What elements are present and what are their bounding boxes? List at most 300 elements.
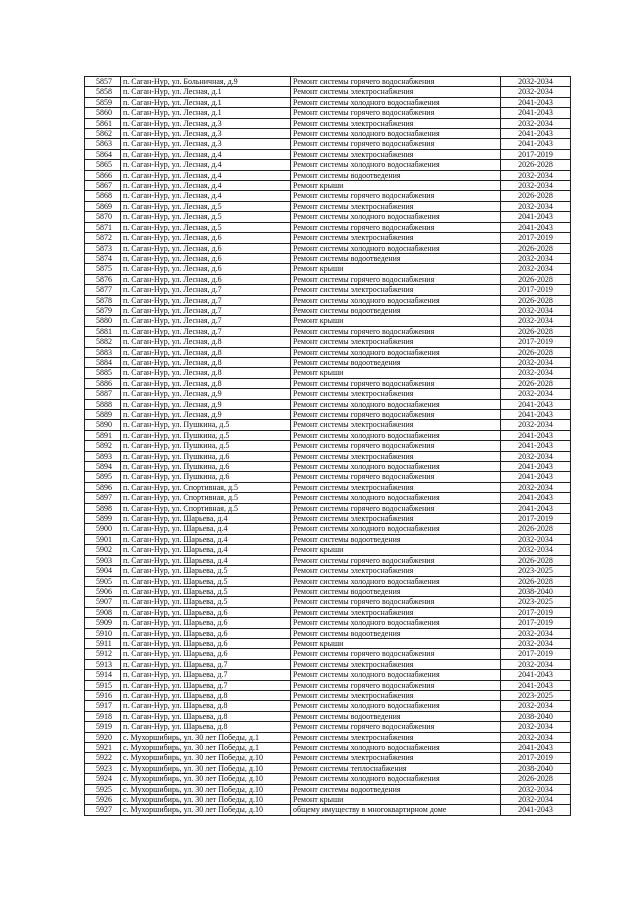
table-row [85, 680, 571, 690]
table-row [85, 212, 571, 222]
address-cell: с. Мухоршибирь, ул. 30 лет Победы, д.10 [121, 774, 291, 784]
period-cell: 2041-2043 [501, 441, 571, 451]
row-number-cell: 5891 [85, 430, 121, 440]
row-number-cell: 5923 [85, 763, 121, 773]
table-row [85, 670, 571, 680]
table-row [85, 795, 571, 805]
address-cell: п. Саган-Нур, ул. Лесная, д.8 [121, 347, 291, 357]
row-number-cell: 5903 [85, 555, 121, 565]
table-row [85, 545, 571, 555]
period-cell: 2032-2034 [501, 77, 571, 87]
work-type-cell: Ремонт системы водоотведения [291, 305, 501, 315]
work-type-cell: Ремонт системы горячего водоснабжения [291, 649, 501, 659]
work-type-cell: Ремонт системы горячего водоснабжения [291, 191, 501, 201]
table-row [85, 129, 571, 139]
table-row [85, 555, 571, 565]
address-cell: п. Саган-Нур, ул. Шарьева, д.7 [121, 670, 291, 680]
table-body [85, 77, 571, 816]
work-type-cell: Ремонт системы водоотведения [291, 170, 501, 180]
address-cell: п. Саган-Нур, ул. Лесная, д.4 [121, 181, 291, 191]
table-row [85, 108, 571, 118]
period-cell: 2023-2025 [501, 597, 571, 607]
address-cell: п. Саган-Нур, ул. Лесная, д.8 [121, 337, 291, 347]
period-cell: 2026-2028 [501, 160, 571, 170]
row-number-cell: 5860 [85, 108, 121, 118]
row-number-cell: 5917 [85, 701, 121, 711]
work-type-cell: Ремонт крыши [291, 545, 501, 555]
address-cell: п. Саган-Нур, ул. Шарьева, д.6 [121, 607, 291, 617]
row-number-cell: 5863 [85, 139, 121, 149]
table-row [85, 389, 571, 399]
address-cell: п. Саган-Нур, ул. Шарьева, д.6 [121, 618, 291, 628]
address-cell: п. Саган-Нур, ул. Спортивная, д.5 [121, 493, 291, 503]
work-type-cell: Ремонт системы горячего водоснабжения [291, 503, 501, 513]
period-cell: 2041-2043 [501, 222, 571, 232]
period-cell: 2041-2043 [501, 805, 571, 815]
row-number-cell: 5924 [85, 774, 121, 784]
address-cell: п. Саган-Нур, ул. Шарьева, д.7 [121, 680, 291, 690]
table-row [85, 659, 571, 669]
row-number-cell: 5910 [85, 628, 121, 638]
table-row [85, 618, 571, 628]
work-type-cell: Ремонт системы электроснабжения [291, 149, 501, 159]
row-number-cell: 5884 [85, 357, 121, 367]
work-type-cell: Ремонт системы холодного водоснабжения [291, 295, 501, 305]
period-cell: 2032-2034 [501, 201, 571, 211]
work-type-cell: Ремонт системы электроснабжения [291, 420, 501, 430]
address-cell: п. Саган-Нур, ул. Лесная, д.7 [121, 326, 291, 336]
table-row [85, 534, 571, 544]
address-cell: с. Мухоршибирь, ул. 30 лет Победы, д.1 [121, 743, 291, 753]
work-type-cell: Ремонт системы водоотведения [291, 253, 501, 263]
table-row [85, 243, 571, 253]
period-cell: 2032-2034 [501, 732, 571, 742]
table-row [85, 181, 571, 191]
table-row [85, 149, 571, 159]
work-type-cell: Ремонт системы горячего водоснабжения [291, 597, 501, 607]
period-cell: 2032-2034 [501, 87, 571, 97]
table-row [85, 285, 571, 295]
period-cell: 2041-2043 [501, 670, 571, 680]
work-type-cell: Ремонт системы холодного водоснабжения [291, 701, 501, 711]
work-type-cell: Ремонт системы водоотведения [291, 586, 501, 596]
address-cell: п. Саган-Нур, ул. Пушкина, д.6 [121, 472, 291, 482]
address-cell: п. Саган-Нур, ул. Шарьева, д.7 [121, 659, 291, 669]
table-row [85, 701, 571, 711]
work-type-cell: Ремонт системы горячего водоснабжения [291, 680, 501, 690]
work-type-cell: Ремонт системы холодного водоснабжения [291, 576, 501, 586]
work-type-cell: Ремонт системы электроснабжения [291, 753, 501, 763]
work-type-cell: Ремонт крыши [291, 368, 501, 378]
address-cell: п. Саган-Нур, ул. Шарьева, д.4 [121, 514, 291, 524]
row-number-cell: 5889 [85, 410, 121, 420]
period-cell: 2032-2034 [501, 482, 571, 492]
address-cell: п. Саган-Нур, ул. Лесная, д.7 [121, 295, 291, 305]
period-cell: 2032-2034 [501, 357, 571, 367]
period-cell: 2041-2043 [501, 503, 571, 513]
address-cell: п. Саган-Нур, ул. Спортивная, д.5 [121, 482, 291, 492]
row-number-cell: 5921 [85, 743, 121, 753]
table-row [85, 451, 571, 461]
work-type-cell: Ремонт системы электроснабжения [291, 118, 501, 128]
work-type-cell: Ремонт системы электроснабжения [291, 690, 501, 700]
row-number-cell: 5859 [85, 97, 121, 107]
work-type-cell: Ремонт системы холодного водоснабжения [291, 743, 501, 753]
row-number-cell: 5876 [85, 274, 121, 284]
row-number-cell: 5909 [85, 618, 121, 628]
row-number-cell: 5858 [85, 87, 121, 97]
table-row [85, 482, 571, 492]
table-row [85, 399, 571, 409]
address-cell: п. Саган-Нур, ул. Лесная, д.7 [121, 285, 291, 295]
work-type-cell: Ремонт системы водоотведения [291, 628, 501, 638]
work-type-cell: Ремонт системы холодного водоснабжения [291, 129, 501, 139]
row-number-cell: 5912 [85, 649, 121, 659]
work-type-cell: Ремонт крыши [291, 638, 501, 648]
table-row [85, 711, 571, 721]
address-cell: с. Мухоршибирь, ул. 30 лет Победы, д.10 [121, 784, 291, 794]
row-number-cell: 5904 [85, 566, 121, 576]
address-cell: п. Саган-Нур, ул. Шарьева, д.6 [121, 628, 291, 638]
address-cell: п. Саган-Нур, ул. Шарьева, д.8 [121, 722, 291, 732]
period-cell: 2017-2019 [501, 514, 571, 524]
work-type-cell: Ремонт системы горячего водоснабжения [291, 722, 501, 732]
period-cell: 2041-2043 [501, 97, 571, 107]
row-number-cell: 5873 [85, 243, 121, 253]
row-number-cell: 5871 [85, 222, 121, 232]
address-cell: п. Саган-Нур, ул. Шарьева, д.5 [121, 576, 291, 586]
period-cell: 2041-2043 [501, 399, 571, 409]
row-number-cell: 5916 [85, 690, 121, 700]
address-cell: п. Саган-Нур, ул. Лесная, д.3 [121, 139, 291, 149]
address-cell: п. Саган-Нур, ул. Лесная, д.5 [121, 201, 291, 211]
work-type-cell: Ремонт системы холодного водоснабжения [291, 462, 501, 472]
address-cell: п. Саган-Нур, ул. Лесная, д.4 [121, 191, 291, 201]
period-cell: 2032-2034 [501, 534, 571, 544]
row-number-cell: 5862 [85, 129, 121, 139]
table-row [85, 753, 571, 763]
row-number-cell: 5869 [85, 201, 121, 211]
period-cell: 2026-2028 [501, 576, 571, 586]
period-cell: 2023-2025 [501, 566, 571, 576]
address-cell: п. Саган-Нур, ул. Лесная, д.5 [121, 212, 291, 222]
row-number-cell: 5894 [85, 462, 121, 472]
period-cell: 2026-2028 [501, 274, 571, 284]
row-number-cell: 5895 [85, 472, 121, 482]
table-row [85, 576, 571, 586]
period-cell: 2032-2034 [501, 368, 571, 378]
period-cell: 2032-2034 [501, 784, 571, 794]
address-cell: п. Саган-Нур, ул. Пушкина, д.5 [121, 420, 291, 430]
row-number-cell: 5893 [85, 451, 121, 461]
period-cell: 2038-2040 [501, 763, 571, 773]
table-row [85, 586, 571, 596]
table-row [85, 743, 571, 753]
address-cell: п. Саган-Нур, ул. Шарьева, д.5 [121, 586, 291, 596]
work-type-cell: Ремонт системы холодного водоснабжения [291, 774, 501, 784]
work-type-cell: Ремонт системы водоотведения [291, 784, 501, 794]
row-number-cell: 5875 [85, 264, 121, 274]
work-type-cell: Ремонт системы холодного водоснабжения [291, 243, 501, 253]
table-row [85, 77, 571, 87]
repair-schedule-table [84, 76, 571, 816]
work-type-cell: Ремонт системы горячего водоснабжения [291, 274, 501, 284]
row-number-cell: 5857 [85, 77, 121, 87]
table-row [85, 201, 571, 211]
table-row [85, 87, 571, 97]
work-type-cell: Ремонт системы электроснабжения [291, 87, 501, 97]
address-cell: п. Саган-Нур, ул. Пушкина, д.5 [121, 430, 291, 440]
address-cell: п. Саган-Нур, ул. Шарьева, д.5 [121, 566, 291, 576]
period-cell: 2041-2043 [501, 139, 571, 149]
table-row [85, 462, 571, 472]
row-number-cell: 5907 [85, 597, 121, 607]
row-number-cell: 5919 [85, 722, 121, 732]
work-type-cell: Ремонт системы электроснабжения [291, 389, 501, 399]
row-number-cell: 5879 [85, 305, 121, 315]
address-cell: с. Мухоршибирь, ул. 30 лет Победы, д.1 [121, 732, 291, 742]
period-cell: 2032-2034 [501, 628, 571, 638]
table-row [85, 649, 571, 659]
period-cell: 2041-2043 [501, 430, 571, 440]
period-cell: 2032-2034 [501, 795, 571, 805]
work-type-cell: Ремонт системы электроснабжения [291, 566, 501, 576]
address-cell: п. Саган-Нур, ул. Лесная, д.6 [121, 243, 291, 253]
address-cell: с. Мухоршибирь, ул. 30 лет Победы, д.10 [121, 805, 291, 815]
work-type-cell: Ремонт системы холодного водоснабжения [291, 670, 501, 680]
table-row [85, 774, 571, 784]
address-cell: п. Саган-Нур, ул. Шарьева, д.4 [121, 534, 291, 544]
address-cell: п. Саган-Нур, ул. Пушкина, д.6 [121, 451, 291, 461]
table-row [85, 305, 571, 315]
period-cell: 2017-2019 [501, 149, 571, 159]
table-row [85, 347, 571, 357]
table-row [85, 430, 571, 440]
address-cell: п. Саган-Нур, ул. Лесная, д.6 [121, 274, 291, 284]
address-cell: п. Саган-Нур, ул. Лесная, д.4 [121, 160, 291, 170]
address-cell: п. Саган-Нур, ул. Лесная, д.8 [121, 357, 291, 367]
table-row [85, 357, 571, 367]
period-cell: 2023-2025 [501, 690, 571, 700]
row-number-cell: 5908 [85, 607, 121, 617]
row-number-cell: 5902 [85, 545, 121, 555]
work-type-cell: Ремонт системы горячего водоснабжения [291, 139, 501, 149]
table-row [85, 722, 571, 732]
period-cell: 2017-2019 [501, 649, 571, 659]
address-cell: п. Саган-Нур, ул. Лесная, д.7 [121, 305, 291, 315]
table-row [85, 368, 571, 378]
row-number-cell: 5870 [85, 212, 121, 222]
period-cell: 2032-2034 [501, 170, 571, 180]
work-type-cell: Ремонт системы холодного водоснабжения [291, 493, 501, 503]
address-cell: п. Саган-Нур, ул. Шарьева, д.8 [121, 711, 291, 721]
period-cell: 2017-2019 [501, 607, 571, 617]
table-row [85, 118, 571, 128]
row-number-cell: 5922 [85, 753, 121, 763]
row-number-cell: 5885 [85, 368, 121, 378]
table-row [85, 472, 571, 482]
work-type-cell: Ремонт системы теплоснабжения [291, 763, 501, 773]
row-number-cell: 5861 [85, 118, 121, 128]
work-type-cell: Ремонт системы холодного водоснабжения [291, 618, 501, 628]
address-cell: п. Саган-Нур, ул. Лесная, д.9 [121, 410, 291, 420]
period-cell: 2032-2034 [501, 118, 571, 128]
work-type-cell: Ремонт системы холодного водоснабжения [291, 347, 501, 357]
work-type-cell: Ремонт системы горячего водоснабжения [291, 326, 501, 336]
work-type-cell: Ремонт системы горячего водоснабжения [291, 410, 501, 420]
period-cell: 2032-2034 [501, 701, 571, 711]
row-number-cell: 5864 [85, 149, 121, 159]
row-number-cell: 5883 [85, 347, 121, 357]
table-row [85, 763, 571, 773]
address-cell: п. Саган-Нур, ул. Лесная, д.3 [121, 118, 291, 128]
table-row [85, 170, 571, 180]
period-cell: 2026-2028 [501, 347, 571, 357]
table-row [85, 597, 571, 607]
work-type-cell: Ремонт системы холодного водоснабжения [291, 430, 501, 440]
table-row [85, 784, 571, 794]
row-number-cell: 5887 [85, 389, 121, 399]
address-cell: с. Мухоршибирь, ул. 30 лет Победы, д.10 [121, 795, 291, 805]
period-cell: 2038-2040 [501, 711, 571, 721]
table-row [85, 316, 571, 326]
period-cell: 2026-2028 [501, 326, 571, 336]
address-cell: п. Саган-Нур, ул. Шарьева, д.8 [121, 701, 291, 711]
work-type-cell: Ремонт системы электроснабжения [291, 233, 501, 243]
period-cell: 2032-2034 [501, 451, 571, 461]
table-row [85, 160, 571, 170]
table-row [85, 222, 571, 232]
table-row [85, 191, 571, 201]
row-number-cell: 5898 [85, 503, 121, 513]
row-number-cell: 5926 [85, 795, 121, 805]
address-cell: п. Саган-Нур, ул. Лесная, д.9 [121, 389, 291, 399]
work-type-cell: Ремонт системы холодного водоснабжения [291, 97, 501, 107]
table-row [85, 607, 571, 617]
period-cell: 2041-2043 [501, 680, 571, 690]
work-type-cell: Ремонт системы горячего водоснабжения [291, 108, 501, 118]
period-cell: 2026-2028 [501, 774, 571, 784]
table-row [85, 628, 571, 638]
period-cell: 2032-2034 [501, 420, 571, 430]
row-number-cell: 5881 [85, 326, 121, 336]
table-row [85, 524, 571, 534]
period-cell: 2032-2034 [501, 389, 571, 399]
address-cell: п. Саган-Нур, ул. Лесная, д.8 [121, 378, 291, 388]
work-type-cell: Ремонт системы водоотведения [291, 534, 501, 544]
address-cell: п. Саган-Нур, ул. Шарьева, д.8 [121, 690, 291, 700]
row-number-cell: 5896 [85, 482, 121, 492]
table-row [85, 503, 571, 513]
address-cell: п. Саган-Нур, ул. Лесная, д.8 [121, 368, 291, 378]
period-cell: 2026-2028 [501, 243, 571, 253]
row-number-cell: 5900 [85, 524, 121, 534]
table-row [85, 690, 571, 700]
table-row [85, 410, 571, 420]
table-row [85, 295, 571, 305]
row-number-cell: 5901 [85, 534, 121, 544]
work-type-cell: Ремонт системы электроснабжения [291, 514, 501, 524]
work-type-cell: Ремонт крыши [291, 264, 501, 274]
row-number-cell: 5925 [85, 784, 121, 794]
period-cell: 2032-2034 [501, 659, 571, 669]
table-row [85, 378, 571, 388]
table-row [85, 264, 571, 274]
period-cell: 2032-2034 [501, 316, 571, 326]
table-row [85, 805, 571, 815]
period-cell: 2041-2043 [501, 108, 571, 118]
address-cell: п. Саган-Нур, ул. Шарьева, д.4 [121, 524, 291, 534]
period-cell: 2026-2028 [501, 295, 571, 305]
address-cell: п. Саган-Нур, ул. Шарьева, д.5 [121, 597, 291, 607]
period-cell: 2032-2034 [501, 253, 571, 263]
row-number-cell: 5906 [85, 586, 121, 596]
table-row [85, 420, 571, 430]
work-type-cell: Ремонт системы горячего водоснабжения [291, 472, 501, 482]
work-type-cell: Ремонт системы электроснабжения [291, 201, 501, 211]
row-number-cell: 5890 [85, 420, 121, 430]
address-cell: п. Саган-Нур, ул. Лесная, д.7 [121, 316, 291, 326]
work-type-cell: Ремонт системы холодного водоснабжения [291, 160, 501, 170]
address-cell: п. Саган-Нур, ул. Лесная, д.6 [121, 253, 291, 263]
work-type-cell: Ремонт системы электроснабжения [291, 659, 501, 669]
row-number-cell: 5888 [85, 399, 121, 409]
address-cell: п. Саган-Нур, ул. Лесная, д.1 [121, 108, 291, 118]
period-cell: 2032-2034 [501, 181, 571, 191]
row-number-cell: 5897 [85, 493, 121, 503]
row-number-cell: 5882 [85, 337, 121, 347]
work-type-cell: Ремонт системы электроснабжения [291, 337, 501, 347]
work-type-cell: Ремонт системы холодного водоснабжения [291, 524, 501, 534]
address-cell: п. Саган-Нур, ул. Шарьева, д.4 [121, 545, 291, 555]
work-type-cell: Ремонт системы горячего водоснабжения [291, 555, 501, 565]
work-type-cell: Ремонт системы электроснабжения [291, 482, 501, 492]
row-number-cell: 5905 [85, 576, 121, 586]
table-row [85, 514, 571, 524]
address-cell: п. Саган-Нур, ул. Лесная, д.9 [121, 399, 291, 409]
period-cell: 2017-2019 [501, 285, 571, 295]
address-cell: п. Саган-Нур, ул. Шарьева, д.6 [121, 638, 291, 648]
period-cell: 2041-2043 [501, 472, 571, 482]
table-row [85, 274, 571, 284]
period-cell: 2041-2043 [501, 129, 571, 139]
table-row [85, 638, 571, 648]
row-number-cell: 5867 [85, 181, 121, 191]
period-cell: 2032-2034 [501, 545, 571, 555]
period-cell: 2038-2040 [501, 586, 571, 596]
row-number-cell: 5918 [85, 711, 121, 721]
work-type-cell: Ремонт системы холодного водоснабжения [291, 399, 501, 409]
work-type-cell: Ремонт системы горячего водоснабжения [291, 222, 501, 232]
row-number-cell: 5866 [85, 170, 121, 180]
work-type-cell: общему имуществу в многоквартирном доме [291, 805, 501, 815]
address-cell: п. Саган-Нур, ул. Пушкина, д.5 [121, 441, 291, 451]
address-cell: п. Саган-Нур, ул. Лесная, д.5 [121, 222, 291, 232]
row-number-cell: 5915 [85, 680, 121, 690]
period-cell: 2017-2019 [501, 233, 571, 243]
work-type-cell: Ремонт системы электроснабжения [291, 732, 501, 742]
work-type-cell: Ремонт крыши [291, 795, 501, 805]
row-number-cell: 5892 [85, 441, 121, 451]
row-number-cell: 5872 [85, 233, 121, 243]
period-cell: 2017-2019 [501, 753, 571, 763]
address-cell: п. Саган-Нур, ул. Спортивная, д.5 [121, 503, 291, 513]
table-row [85, 732, 571, 742]
period-cell: 2041-2043 [501, 410, 571, 420]
work-type-cell: Ремонт системы водоотведения [291, 357, 501, 367]
period-cell: 2041-2043 [501, 743, 571, 753]
row-number-cell: 5920 [85, 732, 121, 742]
